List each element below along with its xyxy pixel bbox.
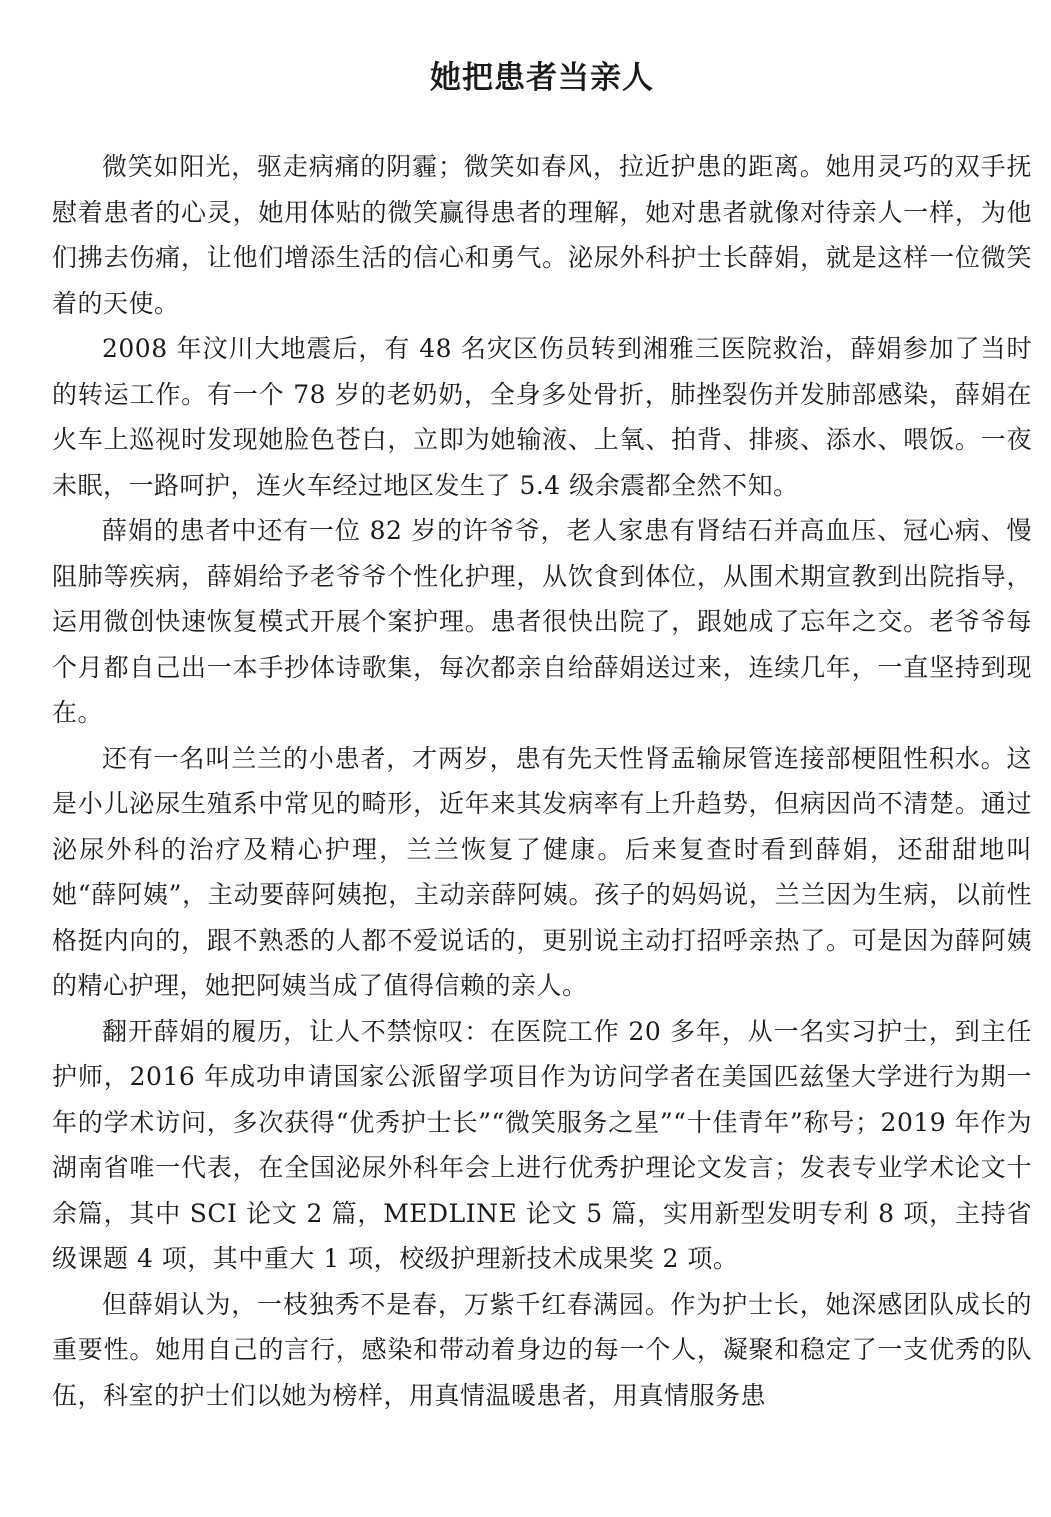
paragraph-6: 但薛娟认为，一枝独秀不是春，万紫千红春满园。作为护士长，她深感团队成长的重要性。她用自己的言行，感染和带动着身边的每一个人，凝聚和稳定了一支优秀的队伍，科室的护士们以她为榜样，用真情温暖患者，用真情服务患 — [52, 1289, 1032, 1410]
article-title: 她把患者当亲人 — [430, 60, 654, 96]
paragraph-4: 还有一名叫兰兰的小患者，才两岁，患有先天性肾盂输尿管连接部梗阻性积水。这是小儿泌尿生殖系中常见的畸形，近年来其发病率有上升趋势，但病因尚不清楚。通过泌尿外科的治疗及精心护理，兰兰恢复了健康。后来复查时看到薛娟，还甜甜地叫她“薛阿姨”，主动要薛阿姨抱，主动亲薛阿姨。孩子的妈妈说，兰兰因为生病，以前性格挺内向的，跟不熟悉的人都不爱说话的，更别说主动打招呼亲热了。可是因为薛阿姨的精心护理，她把阿姨当成了值得信赖的亲人。 — [52, 743, 1032, 1000]
document-page — [52, 54, 1032, 1418]
paragraph-1: 微笑如阳光，驱走病痛的阴霾；微笑如春风，拉近护患的距离。她用灵巧的双手抚慰着患者的心灵，她用体贴的微笑赢得患者的理解，她对患者就像对待亲人一样，为他们拂去伤痛，让他们增添生活的信心和勇气。泌尿外科护士长薛娟，就是这样一位微笑着的天使。 — [52, 152, 1032, 318]
paragraph-2: 2008 年汶川大地震后，有 48 名灾区伤员转到湘雅三医院救治，薛娟参加了当时的转运工作。有一个 78 岁的老奶奶，全身多处骨折，肺挫裂伤并发肺部感染，薛娟在火车上巡视时发现她脸色苍白，立即为她输液、上氧、拍背、排痰、添水、喂饭。一夜未眠，一路呵护，连火车经过地区发生了 5.4 级余震都全然不知。 — [52, 334, 1032, 500]
paragraph-5: 翻开薛娟的履历，让人不禁惊叹：在医院工作 20 多年，从一名实习护士，到主任护师，2016 年成功申请国家公派留学项目作为访问学者在美国匹兹堡大学进行为期一年的学术访问，多次获得“优秀护士长”“微笑服务之星”“十佳青年”称号；2019 年作为湖南省唯一代表，在全国泌尿外科年会上进行优秀护理论文发言；发表专业学术论文十余篇，其中 SCI 论文 2 篇，MEDLINE 论文 5 篇，实用新型发明专利 8 项，主持省级课题 4 项，其中重大 1 项，校级护理新技术成果奖 2 项。 — [52, 1016, 1032, 1273]
paragraph-3: 薛娟的患者中还有一位 82 岁的许爷爷，老人家患有肾结石并高血压、冠心病、慢阻肺等疾病，薛娟给予老爷爷个性化护理，从饮食到体位，从围术期宣教到出院指导，运用微创快速恢复模式开展个案护理。患者很快出院了，跟她成了忘年之交。老爷爷每个月都自己出一本手抄体诗歌集，每次都亲自给薛娟送过来，连续几年，一直坚持到现在。 — [52, 516, 1032, 727]
